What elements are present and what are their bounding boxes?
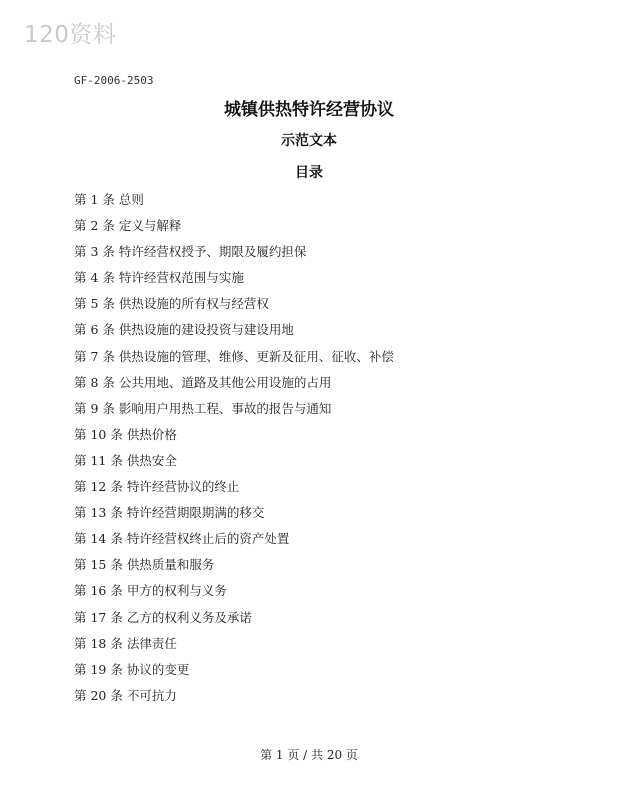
toc-item: 第 12 条 特许经营协议的终止 [74, 479, 240, 495]
toc-item: 第 7 条 供热设施的管理、维修、更新及征用、征收、补偿 [74, 348, 394, 364]
toc-item: 第 14 条 特许经营权终止后的资产处置 [74, 531, 290, 547]
table-of-contents [74, 190, 394, 712]
watermark-logo: 120资料 [24, 22, 117, 48]
toc-item: 第 11 条 供热安全 [74, 452, 177, 468]
toc-item: 第 6 条 供热设施的建设投资与建设用地 [74, 322, 294, 338]
document-subtitle: 示范文本 [281, 133, 337, 149]
toc-item: 第 10 条 供热价格 [74, 426, 177, 442]
toc-item: 第 15 条 供热质量和服务 [74, 557, 215, 573]
toc-item: 第 9 条 影响用户用热工程、事故的报告与通知 [74, 400, 332, 416]
toc-item: 第 17 条 乙方的权利义务及承诺 [74, 609, 252, 625]
toc-item: 第 5 条 供热设施的所有权与经营权 [74, 296, 269, 312]
page-footer: 第 1 页 / 共 20 页 [260, 748, 358, 762]
toc-heading: 目录 [295, 165, 323, 181]
toc-item: 第 18 条 法律责任 [74, 635, 177, 651]
toc-item: 第 16 条 甲方的权利与义务 [74, 583, 227, 599]
document-code: GF-2006-2503 [74, 74, 154, 87]
toc-item: 第 1 条 总则 [74, 192, 144, 207]
toc-item: 第 3 条 特许经营权授予、期限及履约担保 [74, 244, 307, 260]
toc-item: 第 19 条 协议的变更 [74, 661, 190, 677]
document-title: 城镇供热特许经营协议 [224, 100, 394, 120]
toc-item: 第 20 条 不可抗力 [74, 687, 177, 703]
toc-item: 第 4 条 特许经营权范围与实施 [74, 270, 244, 286]
toc-item: 第 13 条 特许经营期限期满的移交 [74, 505, 265, 521]
toc-item: 第 8 条 公共用地、道路及其他公用设施的占用 [74, 374, 332, 390]
toc-item: 第 2 条 定义与解释 [74, 218, 182, 234]
